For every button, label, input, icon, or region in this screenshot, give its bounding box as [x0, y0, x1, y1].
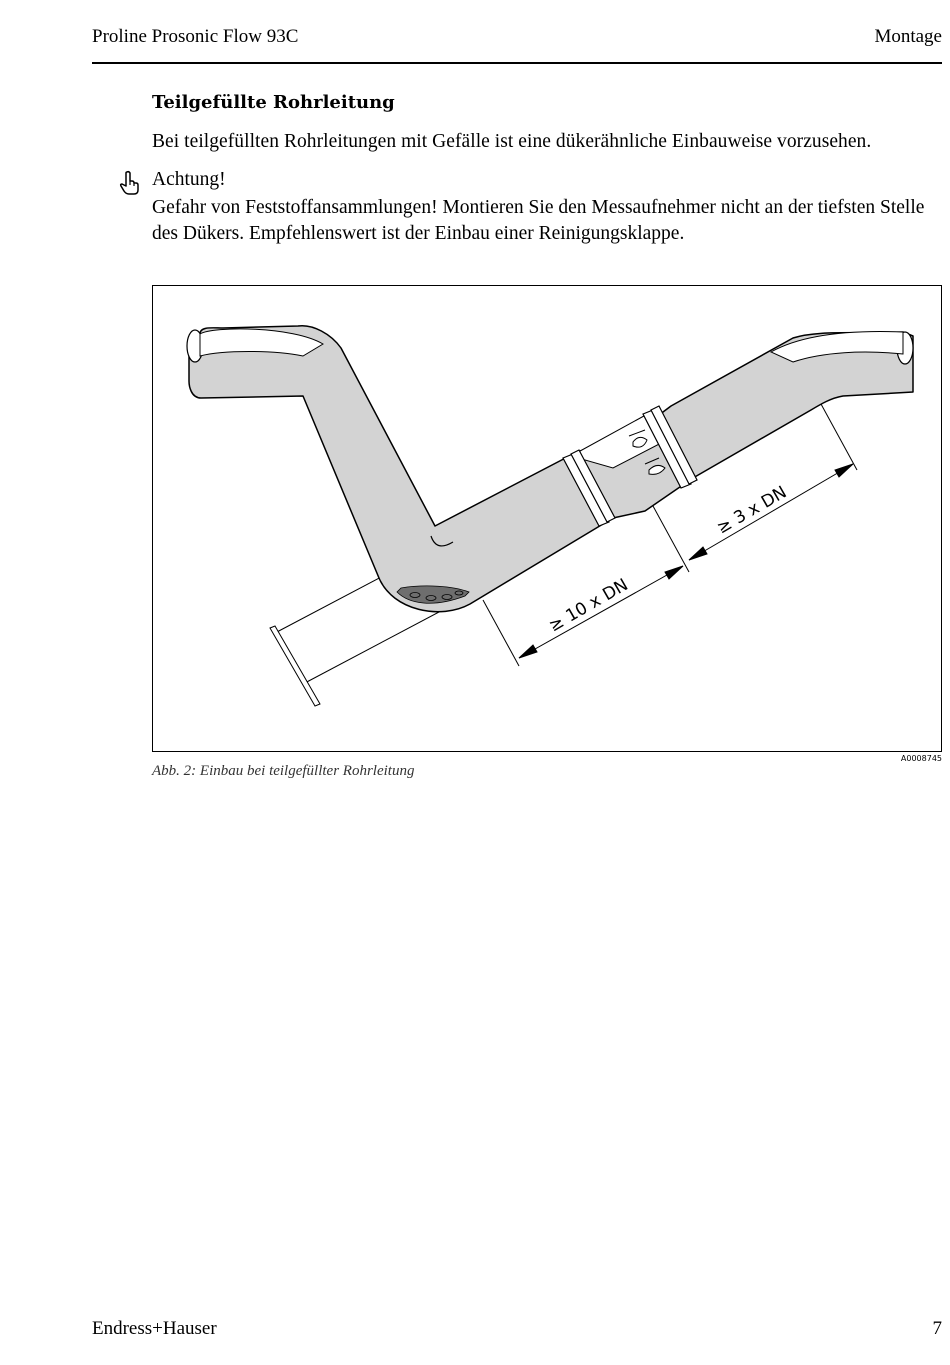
- dimension-label-downstream: ≥ 3 x DN: [713, 482, 791, 539]
- intro-paragraph: Bei teilgefüllten Rohrleitungen mit Gefälle ist eine dükerähnliche Einbauweise vorzusehen.: [152, 131, 872, 152]
- pipe-diagram: [153, 286, 941, 751]
- main-pipe: [187, 326, 913, 612]
- installation-figure: [152, 285, 942, 752]
- page-footer: [92, 1318, 942, 1346]
- warning-title: Achtung!: [152, 169, 226, 190]
- pointing-hand-icon: [118, 170, 142, 196]
- lower-pipe-flange: [270, 626, 320, 706]
- figure-caption: Abb. 2: Einbau bei teilgefüllter Rohrleitung: [152, 763, 415, 779]
- page-number: 7: [932, 1318, 942, 1339]
- header-product-name: Proline Prosonic Flow 93C: [92, 26, 299, 47]
- section-title: Teilgefüllte Rohrleitung: [152, 92, 395, 113]
- footer-brand: Endress+Hauser: [92, 1318, 217, 1339]
- warning-text: Gefahr von Feststoffansammlungen! Montieren Sie den Messaufnehmer nicht an der tiefsten Stelle des Dükers. Empfehlenswert ist der Einbau einer Reinigungsklappe.: [152, 197, 925, 244]
- figure-id: A0008745: [900, 754, 942, 763]
- header-chapter-name: Montage: [874, 26, 942, 47]
- dimension-label-upstream: ≥ 10 x DN: [545, 575, 632, 637]
- page-header: [92, 24, 942, 64]
